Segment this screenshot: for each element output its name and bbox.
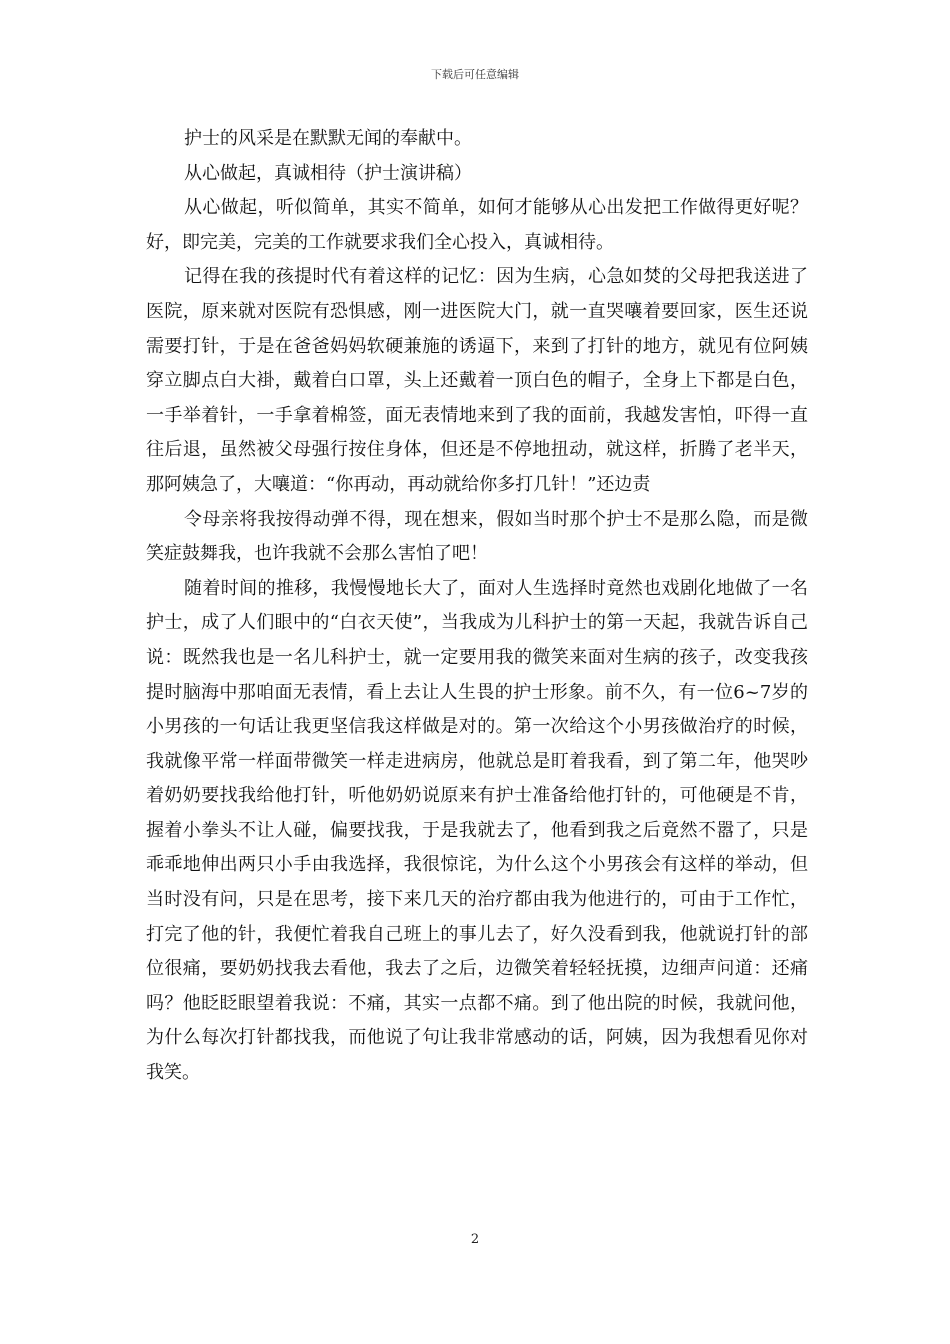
speech-title: 从心做起，真诚相待（护士演讲稿）: [184, 162, 472, 184]
body-text: [146, 122, 808, 1091]
paragraph-2: 从心做起，听似简单，其实不简单，如何才能够从心出发把工作做得更好呢？好，即完美，完美的工作就要求我们全心投入，真诚相待。: [146, 197, 808, 253]
page-header: 下载后可任意编辑: [431, 68, 519, 81]
paragraph-1: 护士的风采是在默默无闻的奉献中。: [184, 128, 472, 149]
page-number: 2: [470, 1232, 480, 1247]
paragraph-5: 随着时间的推移，我慢慢地长大了，面对人生选择时竟然也戏剧化地做了一名护士，成了人们眼中的“白衣天使”，当我成为儿科护士的第一天起，我就告诉自己说：既然我也是一名儿科护士，就一定要用我的微笑来面对生病的孩子，改变我孩提时脑海中那咱面无表情，看上去让人生畏的护士形象。前不久，有一位6~7岁的小男孩的一句话让我更坚信我这样做是对的。第一次给这个小男孩做治疗的时候，我就像平常一样面带微笑一样走进病房，他就总是盯着我看，到了第二年，他哭吵着奶奶要找我给他打针，听他奶奶说原来有护士准备给他打针的，可他硬是不肯，握着小拳头不让人碰，偏要找我，于是我就去了，他看到我之后竟然不嚣了，只是乖乖地伸出两只小手由我选择，我很惊诧，为什么这个小男孩会有这样的举动，但当时没有问，只是在思考，接下来几天的治疗都由我为他进行的，可由于工作忙，打完了他的针，我便忙着我自己班上的事儿去了，好久没看到我，他就说打针的部位很痛，要奶奶找我去看他，我去了之后，边微笑着轻轻抚摸，边细声问道：还痛吗？他眨眨眼望着我说：不痛，其实一点都不痛。到了他出院的时候，我就问他，为什么每次打针都找我，而他说了句让我非常感动的话，阿姨，因为我想看见你对我笑。: [146, 577, 808, 1084]
paragraph-3: 记得在我的孩提时代有着这样的记忆：因为生病，心急如焚的父母把我送进了医院，原来就对医院有恐惧感，刚一进医院大门，就一直哭嚷着要回家，医生还说需要打针，于是在爸爸妈妈软硬兼施的诱逼下，来到了打针的地方，就见有位阿姨穿立脚点白大褂，戴着白口罩，头上还戴着一顶白色的帽子，全身上下都是白色，一手举着针，一手拿着棉签，面无表情地来到了我的面前，我越发害怕，吓得一直往后退，虽然被父母强行按住身体，但还是不停地扭动，就这样，折腾了老半天，那阿姨急了，大嚷道：“你再动，再动就给你多打几针！”还边责: [146, 266, 808, 495]
paragraph-4: 令母亲将我按得动弹不得，现在想来，假如当时那个护士不是那么隐，而是微笑症鼓舞我，也许我就不会那么害怕了吧！: [146, 508, 808, 565]
